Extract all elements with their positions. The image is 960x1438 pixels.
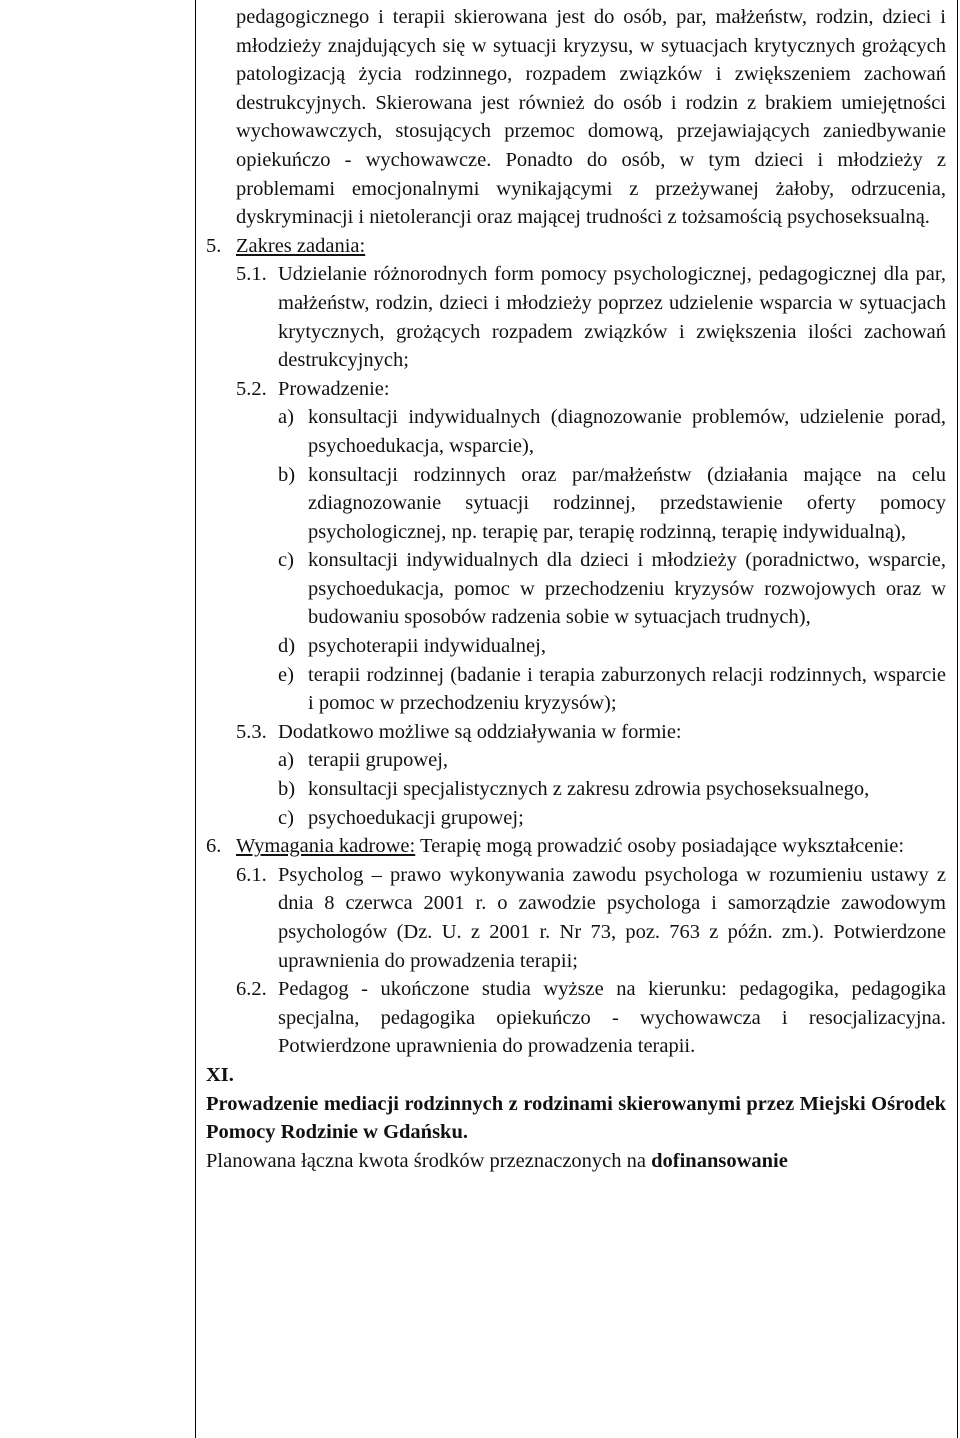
item-5-1 bbox=[206, 260, 946, 374]
sub-item-letter: b) bbox=[278, 463, 296, 486]
item-text: Prowadzenie: bbox=[278, 377, 390, 400]
section-heading: Wymagania kadrowe: bbox=[236, 835, 416, 858]
sub-item-letter: d) bbox=[278, 635, 296, 658]
document-content bbox=[206, 3, 946, 1175]
section-lead-text: Terapię mogą prowadzić osoby posiadające wykształcenie: bbox=[415, 835, 905, 858]
sub-item-text: terapii grupowej, bbox=[308, 749, 449, 772]
sub-item-text: konsultacji indywidualnych (diagnozowanie problemów, udzielenie porad, psychoedukacja, wsparcie), bbox=[308, 406, 946, 457]
item-number: 6.2. bbox=[236, 978, 267, 1001]
item-number: 5.2. bbox=[236, 377, 267, 400]
item-number: 6.1. bbox=[236, 863, 267, 886]
sub-item-letter: a) bbox=[278, 749, 294, 772]
sub-item-5-3-c bbox=[206, 804, 946, 833]
item-5-2 bbox=[206, 375, 946, 404]
sub-item-text: konsultacji specjalistycznych z zakresu zdrowia psychoseksualnego, bbox=[308, 778, 870, 801]
sub-item-5-2-e bbox=[206, 661, 946, 718]
item-text: Udzielanie różnorodnych form pomocy psychologicznej, pedagogicznej dla par, małżeństw, rodzin, dzieci i młodzieży poprzez udzielenie wsparcia w sytuacjach krytycznych, grożących rozpadem związków i zwiększenia ilości zachowań destrukcyjnych; bbox=[278, 263, 946, 372]
sub-item-text: konsultacji indywidualnych dla dzieci i młodzieży (poradnictwo, wsparcie, psychoedukacja, pomoc w przechodzeniu kryzysów rozwojowych oraz w budowaniu sposobów radzenia sobie w sytuacjach trudnych), bbox=[308, 549, 946, 629]
item-text: Dodatkowo możliwe są oddziaływania w formie: bbox=[278, 720, 682, 743]
sub-item-letter: a) bbox=[278, 406, 294, 429]
section-xi-title: Prowadzenie mediacji rodzinnych z rodzinami skierowanymi przez Miejski Ośrodek Pomocy Rodzinie w Gdańsku. bbox=[206, 1092, 946, 1144]
sub-item-text: konsultacji rodzinnych oraz par/małżeństw (działania mające na celu zdiagnozowanie sytuacji rodzinnej, przedstawienie oferty pomocy psychologicznej, np. terapię par, terapię rodzinną, terapię indywidualną), bbox=[308, 463, 946, 543]
sub-item-letter: b) bbox=[278, 778, 296, 801]
item-text: Psycholog – prawo wykonywania zawodu psychologa w rozumieniu ustawy z dnia 8 czerwca 2001 r. o zawodzie psychologa i samorządzie zawodowym psychologów (Dz. U. z 2001 r. Nr 73, poz. 763 z późn. zm.). Potwierdzone uprawnienia do prowadzenia terapii; bbox=[278, 863, 946, 972]
section-lead bbox=[236, 832, 946, 861]
item-number: 5.3. bbox=[236, 720, 267, 743]
sub-item-text: terapii rodzinnej (badanie i terapia zaburzonych relacji rodzinnych, wsparcie i pomoc w przechodzeniu kryzysów); bbox=[308, 663, 946, 715]
section-5-heading bbox=[206, 232, 946, 261]
section-xi-number: XI. bbox=[206, 1063, 234, 1086]
section-number: 6. bbox=[206, 835, 222, 858]
sub-item-letter: e) bbox=[278, 663, 294, 686]
section-xi-funding-line bbox=[206, 1147, 946, 1176]
sub-item-5-2-d bbox=[206, 632, 946, 661]
table-border-left bbox=[195, 0, 196, 1438]
item-5-3 bbox=[206, 718, 946, 747]
funding-line-bold: dofinansowanie bbox=[651, 1149, 788, 1172]
sub-item-5-2-a bbox=[206, 403, 946, 460]
item-6-2 bbox=[206, 975, 946, 1061]
sub-item-5-2-c bbox=[206, 546, 946, 632]
section-6-heading bbox=[206, 832, 946, 861]
sub-item-text: psychoterapii indywidualnej, bbox=[308, 635, 546, 658]
table-border-right bbox=[957, 0, 958, 1438]
sub-item-5-3-a bbox=[206, 746, 946, 775]
intro-paragraph: pedagogicznego i terapii skierowana jest do osób, par, małżeństw, rodzin, dzieci i młodzieży znajdujących się w sytuacji kryzysu, w sytuacjach krytycznych grożących patologizacją życia rodzinnego, rozpadem związków i zwiększeniem zachowań destrukcyjnych. Skierowana jest również do osób i rodzin z brakiem umiejętności wychowawczych, stosujących przemoc domową, przejawiających zaniedbywanie opiekuńczo - wychowawcze. Ponadto do osób, w tym dzieci i młodzieży z problemami emocjonalnymi wynikającymi z przeżywanej żałoby, odrzucenia, dyskryminacji i nietolerancji oraz mającej trudności z tożsamością psychoseksualną. bbox=[236, 6, 946, 229]
section-number: 5. bbox=[206, 234, 222, 257]
funding-line-text: Planowana łączna kwota środków przeznaczonych na bbox=[206, 1149, 652, 1172]
item-6-1 bbox=[206, 861, 946, 975]
item-text: Pedagog - ukończone studia wyższe na kierunku: pedagogika, pedagogika specjalna, pedagogika opiekuńczo - wychowawcza i resocjalizacyjna. Potwierdzone uprawnienia do prowadzenia terapii. bbox=[278, 978, 946, 1058]
sub-item-5-3-b bbox=[206, 775, 946, 804]
sub-item-5-2-b bbox=[206, 461, 946, 547]
item-number: 5.1. bbox=[236, 263, 267, 286]
section-heading: Zakres zadania: bbox=[236, 234, 366, 257]
sub-item-letter: c) bbox=[278, 806, 294, 829]
sub-item-letter: c) bbox=[278, 549, 294, 572]
sub-item-text: psychoedukacji grupowej; bbox=[308, 806, 524, 829]
